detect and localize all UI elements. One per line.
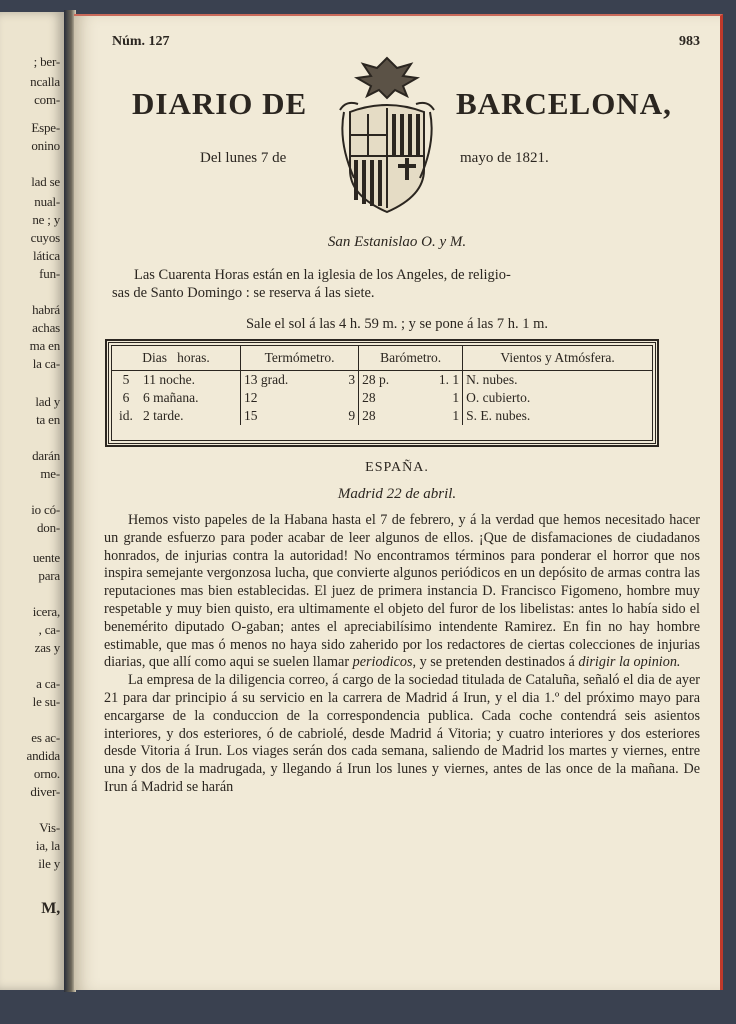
forty-hours-line: Las Cuarenta Horas están en la iglesia de los Angeles, de religio- xyxy=(134,267,511,283)
section-title: ESPAÑA. xyxy=(365,460,429,475)
previous-page-line: fun- xyxy=(39,266,60,281)
cell-term-b: 9 xyxy=(348,408,356,423)
previous-page-line: onino xyxy=(31,138,60,153)
page-number: 983 xyxy=(679,34,700,49)
article-text: , y se pretenden destinados á xyxy=(412,654,575,671)
cell-term-b xyxy=(334,389,358,407)
weather-row xyxy=(112,389,652,407)
previous-page-line: es ac- xyxy=(31,730,60,745)
issue-date-month: mayo de 1821. xyxy=(460,150,549,166)
previous-page-line: ncalla xyxy=(30,74,60,89)
cell-dia: 6 xyxy=(122,390,130,405)
previous-page-line: ne ; y xyxy=(32,212,60,227)
cell-term-b: 3 xyxy=(348,372,356,387)
previous-page-line: ma en xyxy=(29,338,60,353)
previous-page-line: don- xyxy=(36,520,60,535)
masthead-title-right: BARCELONA, xyxy=(456,86,672,121)
previous-page-line: zas y xyxy=(34,640,60,655)
previous-page-line: achas xyxy=(32,320,60,335)
previous-page-line: lad y xyxy=(35,394,60,409)
cell-dia: id. xyxy=(119,408,133,423)
article-paragraph: La empresa de la diligencia correo, á cargo de la sociedad titulada de Cataluña, señaló el dia de ayer 21 para dar principio á su servicio en la carrera de Madrid á Irun, y el dia 1.º del próximo mayo para encargarse de la conduccion de la correspondencia publica. Cada coche contendrá seis asientos interiores, y dos esteriores, ó de cabriolé, desde Madrid á Vitoria; y cuatro interiores y dos esteriores desde Vitoria á Irun. Los viages serán dos cada semana, saliendo de Madrid los martes y viernes, entre una y dos de la madrugada, y llegando á Irun los lunes y viernes, antes de las once de la mañana. De Irun á Madrid se harán xyxy=(104,672,700,795)
header-termometro: Termómetro. xyxy=(240,346,358,371)
issue-date-weekday: Del lunes 7 de xyxy=(200,150,287,166)
forty-hours-line: sas de Santo Domingo : se reserva á las siete. xyxy=(112,285,375,301)
previous-page-line: lad se xyxy=(31,174,60,189)
cell-term-a: 12 xyxy=(240,389,334,407)
previous-page-line: a ca- xyxy=(36,676,60,691)
masthead-title-left: DIARIO DE xyxy=(132,86,308,121)
header-barometro: Barómetro. xyxy=(359,346,463,371)
previous-page-line: darán xyxy=(32,448,60,463)
barcelona-crest-icon xyxy=(328,52,446,222)
weather-row xyxy=(112,407,652,425)
article-italic: dirigir la opinion. xyxy=(578,654,681,671)
article-body xyxy=(104,512,700,797)
cell-hora: 6 mañana. xyxy=(143,390,199,405)
previous-page-line: Vis- xyxy=(39,820,60,835)
weather-header-dias-horas xyxy=(112,346,240,371)
previous-page-line: , ca- xyxy=(38,622,60,637)
previous-page-line: la ca- xyxy=(32,356,60,371)
cell-viento: O. cubierto. xyxy=(463,389,652,407)
previous-page-line: ia, la xyxy=(35,838,60,853)
previous-page xyxy=(0,12,64,990)
cell-term-a: 13 grad. xyxy=(240,371,334,390)
article-paragraph xyxy=(104,512,700,672)
article-dateline: Madrid 22 de abril. xyxy=(337,486,457,502)
article-text: Hemos visto papeles de la Habana hasta el 7 de febrero, y á la verdad que hemos necesitado hacer un grande esfuerzo para poder acabar de leer algunos de ellos. ¡Que de disfamaciones de ciudadanos honrados, de injurias contra la autoridad! No encontramos términos para ponderar el horror que nos inspira semejante vergonzosa lucha, que convierte algunos periódicos en un depósito de armas contra las reputaciones mas bien establecidas. El juez de primera instancia D. Francisco Figomeno, hombre muy respetable y muy bien quisto, era ultimamente el objeto del furor de los libelistas: antes lo había sido el benemérito diputado O-gaban; antes el apreciabilísimo intendente Ramirez. En fin no hay hombre estimable, que mas ó menos no haya sido zaherido por los redactores de ciertas colecciones de injurias diarias, que allí como aqui se suelen llamar xyxy=(104,512,700,671)
cell-baro-a: 28 xyxy=(359,389,417,407)
cell-dia: 5 xyxy=(122,372,130,387)
saint-of-the-day: San Estanislao O. y M. xyxy=(327,234,467,250)
previous-page-line: lática xyxy=(33,248,60,263)
previous-page-line: ta en xyxy=(36,412,60,427)
cell-term-a: 15 xyxy=(240,407,334,425)
previous-page-line: M, xyxy=(41,900,60,917)
cell-baro-b: 1. 1 xyxy=(438,372,460,387)
cell-viento: S. E. nubes. xyxy=(463,407,652,425)
previous-page-line: com- xyxy=(34,92,60,107)
cell-baro-a: 28 xyxy=(359,407,417,425)
article-italic: periodicos xyxy=(352,654,413,671)
previous-page-line: para xyxy=(38,568,60,583)
previous-page-line: icera, xyxy=(32,604,60,619)
cell-hora: 2 tarde. xyxy=(143,408,184,423)
sunrise-sunset: Sale el sol á las 4 h. 59 m. ; y se pone á las 7 h. 1 m. xyxy=(245,316,549,332)
cell-baro-b: 1 xyxy=(452,390,460,405)
previous-page-line: habrá xyxy=(32,302,60,317)
cell-baro-b: 1 xyxy=(452,408,460,423)
previous-page-line: Espe- xyxy=(31,120,60,135)
previous-page-line: cuyos xyxy=(30,230,60,245)
previous-page-line: me- xyxy=(40,466,60,481)
previous-page-line: uente xyxy=(32,550,60,565)
header-vientos: Vientos y Atmósfera. xyxy=(463,346,652,371)
newspaper-page xyxy=(74,14,723,990)
weather-table xyxy=(108,342,656,444)
cell-baro-a: 28 p. xyxy=(359,371,417,390)
header-dias: Dias xyxy=(142,350,167,365)
forty-hours-notice xyxy=(112,266,704,302)
cell-hora: 11 noche. xyxy=(143,372,195,387)
previous-page-line: io có- xyxy=(31,502,60,517)
previous-page-line: diver- xyxy=(30,784,60,799)
previous-page-line: ; ber- xyxy=(33,54,60,69)
header-horas: horas. xyxy=(177,350,210,365)
previous-page-line: orno. xyxy=(33,766,60,781)
cell-viento: N. nubes. xyxy=(463,371,652,390)
previous-page-line: andida xyxy=(26,748,60,763)
previous-page-line: ile y xyxy=(38,856,60,871)
previous-page-line: nual- xyxy=(34,194,60,209)
weather-header-row xyxy=(112,346,652,371)
weather-row xyxy=(112,371,652,390)
issue-number: Núm. 127 xyxy=(112,34,170,49)
previous-page-line: le su- xyxy=(32,694,60,709)
